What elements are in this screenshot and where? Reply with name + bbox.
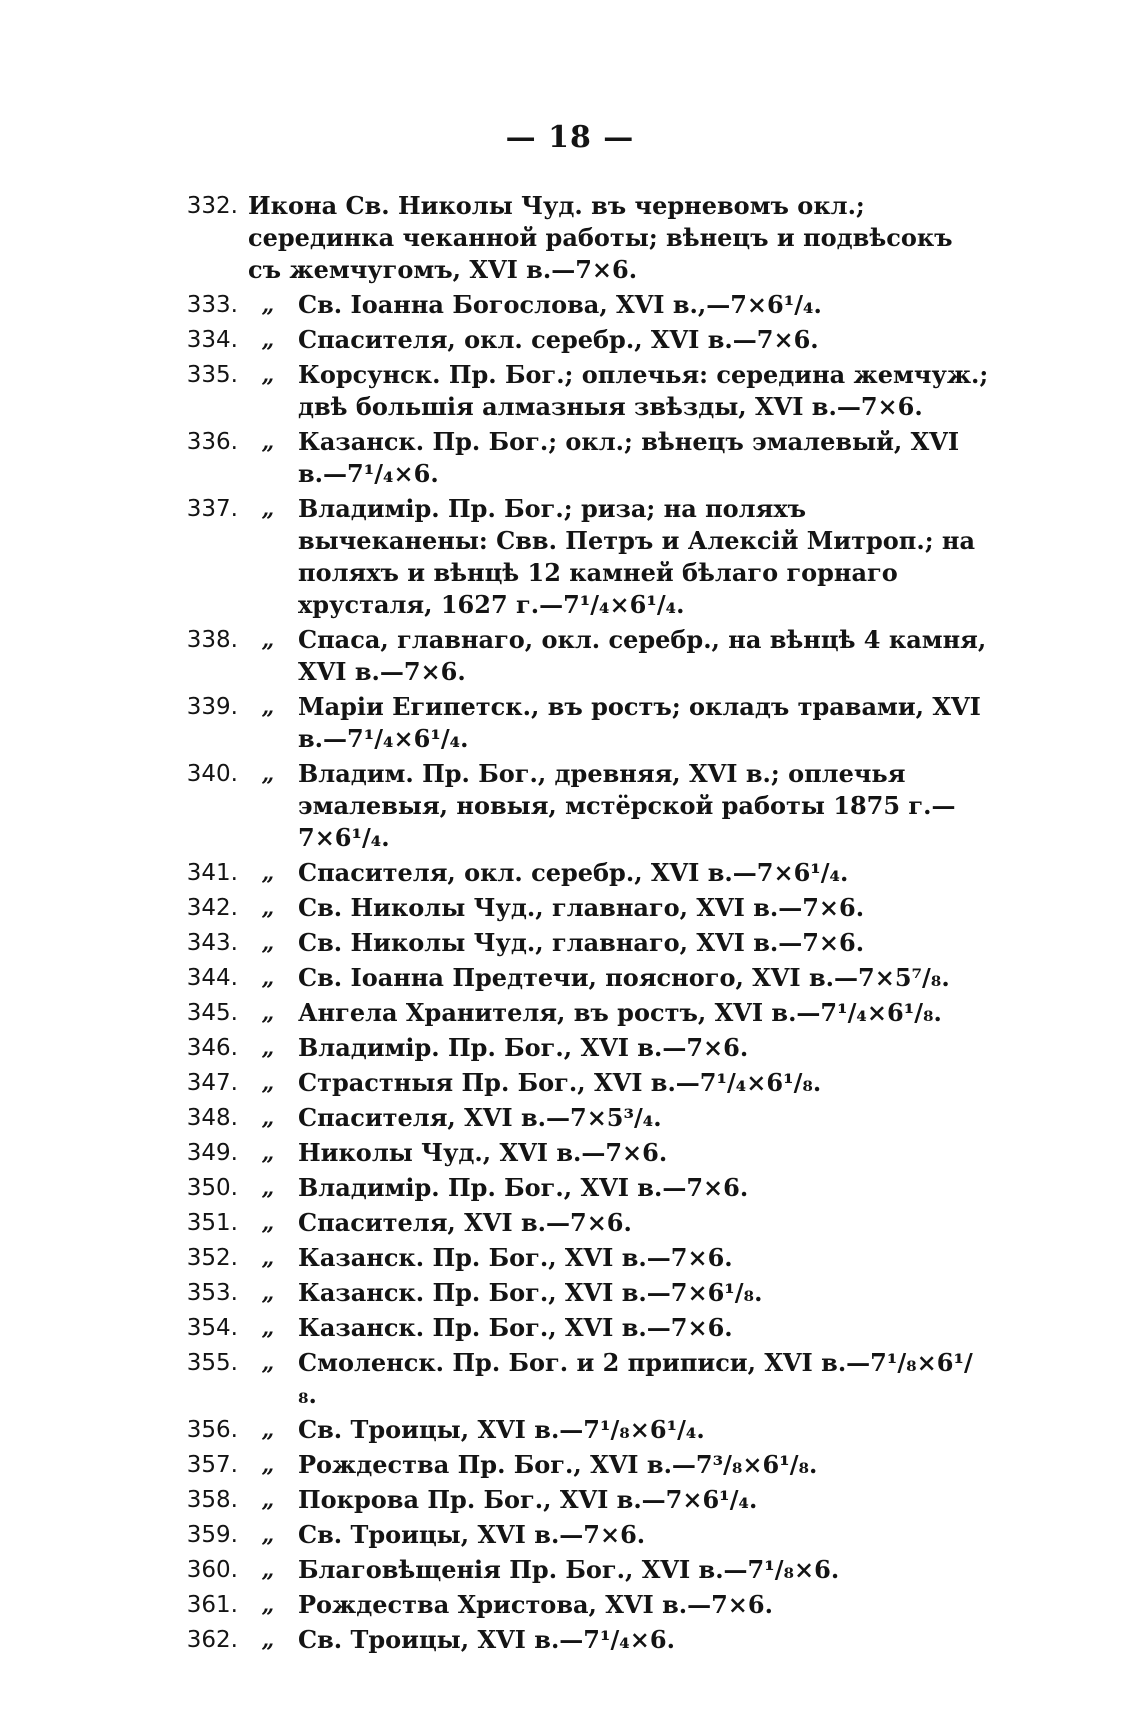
entry-number: 341.: [186, 860, 238, 886]
entry-number: 358.: [186, 1487, 238, 1513]
entry-text: Св. Троицы, XVI в.—7×6.: [298, 1520, 646, 1549]
entry-text: Владимір. Пр. Бог., XVI в.—7×6.: [298, 1173, 749, 1202]
entry-number: 333.: [186, 292, 238, 318]
entry-number: 361.: [186, 1592, 238, 1618]
catalog-entry: [170, 1624, 990, 1656]
catalog-entry: [170, 1137, 990, 1169]
catalog-entry: [170, 324, 990, 356]
ditto-mark: „: [261, 496, 275, 522]
ditto-mark: „: [261, 1592, 275, 1618]
catalog-entry: [170, 1277, 990, 1309]
entry-text: Николы Чуд., XVI в.—7×6.: [298, 1138, 668, 1167]
entry-text: Страстныя Пр. Бог., XVI в.—7¹/₄×6¹/₈.: [298, 1068, 822, 1097]
ditto-mark: „: [261, 1350, 275, 1376]
catalog-entry: [170, 1414, 990, 1446]
entry-number: 345.: [186, 1000, 238, 1026]
ditto-mark: „: [261, 1557, 275, 1583]
catalog-entries: [170, 190, 990, 1659]
catalog-entry: [170, 1067, 990, 1099]
catalog-entry: [170, 1519, 990, 1551]
catalog-entry: [170, 426, 990, 490]
ditto-mark: „: [261, 1417, 275, 1443]
ditto-mark: „: [261, 694, 275, 720]
entry-text: Рождества Пр. Бог., XVI в.—7³/₈×6¹/₈.: [298, 1450, 818, 1479]
ditto-mark: „: [261, 1245, 275, 1271]
entry-text: Покрова Пр. Бог., XVI в.—7×6¹/₄.: [298, 1485, 758, 1514]
entry-text: Благовѣщенія Пр. Бог., XVI в.—7¹/₈×6.: [298, 1555, 840, 1584]
ditto-mark: „: [261, 1627, 275, 1653]
entry-text: Св. Троицы, XVI в.—7¹/₈×6¹/₄.: [298, 1415, 705, 1444]
entry-number: 338.: [186, 627, 238, 653]
page-number: — 18 —: [505, 120, 635, 155]
entry-number: 335.: [186, 362, 238, 388]
catalog-entry: [170, 1102, 990, 1134]
ditto-mark: „: [261, 1315, 275, 1341]
catalog-entry: [170, 493, 990, 621]
catalog-entry: [170, 927, 990, 959]
entry-number: 351.: [186, 1210, 238, 1236]
entry-text: Казанск. Пр. Бог., XVI в.—7×6.: [298, 1243, 733, 1272]
entry-text: Спасителя, окл. серебр., XVI в.—7×6.: [298, 325, 819, 354]
catalog-entry: [170, 1484, 990, 1516]
ditto-mark: „: [261, 965, 275, 991]
entry-text: Св. Троицы, XVI в.—7¹/₄×6.: [298, 1625, 675, 1654]
entry-number: 337.: [186, 496, 238, 522]
entry-number: 359.: [186, 1522, 238, 1548]
catalog-entry: [170, 857, 990, 889]
entry-number: 343.: [186, 930, 238, 956]
entry-number: 347.: [186, 1070, 238, 1096]
ditto-mark: „: [261, 362, 275, 388]
entry-number: 352.: [186, 1245, 238, 1271]
catalog-entry: [170, 892, 990, 924]
catalog-entry: [170, 1312, 990, 1344]
ditto-mark: „: [261, 429, 275, 455]
ditto-mark: „: [261, 1140, 275, 1166]
entry-number: 355.: [186, 1350, 238, 1376]
entry-list: [170, 289, 990, 1656]
ditto-mark: „: [261, 1175, 275, 1201]
entry-text: Владимір. Пр. Бог., XVI в.—7×6.: [298, 1033, 749, 1062]
ditto-mark: „: [261, 860, 275, 886]
ditto-mark: „: [261, 1105, 275, 1131]
ditto-mark: „: [261, 1210, 275, 1236]
entry-number: 339.: [186, 694, 238, 720]
entry-text: Казанск. Пр. Бог.; окл.; вѣнецъ эмалевый, XVI в.—7¹/₄×6.: [298, 427, 960, 488]
catalog-entry: [170, 1032, 990, 1064]
catalog-entry: [170, 1449, 990, 1481]
catalog-entry: [170, 1207, 990, 1239]
entry-number: 332.: [186, 193, 238, 219]
entry-text: Ангела Хранителя, въ ростъ, XVI в.—7¹/₄×6¹/₈.: [298, 998, 942, 1027]
entry-number: 354.: [186, 1315, 238, 1341]
entry-text: Спасителя, окл. серебр., XVI в.—7×6¹/₄.: [298, 858, 849, 887]
catalog-entry: [170, 962, 990, 994]
ditto-mark: „: [261, 627, 275, 653]
ditto-mark: „: [261, 292, 275, 318]
ditto-mark: „: [261, 1000, 275, 1026]
catalog-entry: [170, 997, 990, 1029]
entry-text: Св. Іоанна Предтечи, поясного, XVI в.—7×5⁷/₈.: [298, 963, 950, 992]
catalog-entry: [170, 359, 990, 423]
catalog-entry: [170, 624, 990, 688]
ditto-mark: „: [261, 930, 275, 956]
entry-number: 350.: [186, 1175, 238, 1201]
entry-text: Маріи Египетск., въ ростъ; окладъ травами, XVI в.—7¹/₄×6¹/₄.: [298, 692, 981, 753]
ditto-mark: „: [261, 1452, 275, 1478]
entry-number: 353.: [186, 1280, 238, 1306]
catalog-entry: [170, 691, 990, 755]
entry-text: Рождества Христова, XVI в.—7×6.: [298, 1590, 773, 1619]
catalog-entry: [170, 1172, 990, 1204]
entry-text: Св. Іоанна Богослова, XVI в.,—7×6¹/₄.: [298, 290, 822, 319]
catalog-entry: [170, 758, 990, 854]
catalog-entry: [170, 190, 990, 286]
catalog-entry: [170, 1589, 990, 1621]
entry-text: Икона Св. Николы Чуд. въ черневомъ окл.; серединка чеканной работы; вѣнецъ и подвѣсокъ съ жемчугомъ, XVI в.—7×6.: [248, 191, 953, 284]
entry-text: Св. Николы Чуд., главнаго, XVI в.—7×6.: [298, 893, 865, 922]
ditto-mark: „: [261, 1035, 275, 1061]
ditto-mark: „: [261, 1070, 275, 1096]
entry-text: Владим. Пр. Бог., древняя, XVI в.; оплечья эмалевыя, новыя, мстёрской работы 1875 г.—7×6¹/₄.: [298, 759, 956, 852]
entry-number: 342.: [186, 895, 238, 921]
entry-text: Смоленск. Пр. Бог. и 2 приписи, XVI в.—7¹/₈×6¹/₈.: [298, 1348, 973, 1409]
entry-number: 349.: [186, 1140, 238, 1166]
entry-text: Св. Николы Чуд., главнаго, XVI в.—7×6.: [298, 928, 865, 957]
entry-text: Спаса, главнаго, окл. серебр., на вѣнцѣ 4 камня, XVI в.—7×6.: [298, 625, 987, 686]
entry-text: Казанск. Пр. Бог., XVI в.—7×6¹/₈.: [298, 1278, 763, 1307]
entry-number: 344.: [186, 965, 238, 991]
entry-number: 357.: [186, 1452, 238, 1478]
entry-number: 336.: [186, 429, 238, 455]
ditto-mark: „: [261, 1522, 275, 1548]
entry-number: 362.: [186, 1627, 238, 1653]
ditto-mark: „: [261, 1280, 275, 1306]
ditto-mark: „: [261, 895, 275, 921]
catalog-entry: [170, 289, 990, 321]
ditto-mark: „: [261, 1487, 275, 1513]
entry-text: Казанск. Пр. Бог., XVI в.—7×6.: [298, 1313, 733, 1342]
entry-number: 346.: [186, 1035, 238, 1061]
ditto-mark: „: [261, 327, 275, 353]
entry-text: Спасителя, XVI в.—7×6.: [298, 1208, 632, 1237]
catalog-entry: [170, 1347, 990, 1411]
ditto-mark: „: [261, 761, 275, 787]
entry-number: 340.: [186, 761, 238, 787]
catalog-entry: [170, 1242, 990, 1274]
entry-number: 360.: [186, 1557, 238, 1583]
entry-number: 356.: [186, 1417, 238, 1443]
catalog-entry: [170, 1554, 990, 1586]
entry-number: 348.: [186, 1105, 238, 1131]
entry-text: Корсунск. Пр. Бог.; оплечья: середина жемчуж.; двѣ большія алмазныя звѣзды, XVI в.—7×6.: [298, 360, 989, 421]
entry-text: Спасителя, XVI в.—7×5³/₄.: [298, 1103, 662, 1132]
entry-number: 334.: [186, 327, 238, 353]
entry-text: Владимір. Пр. Бог.; риза; на поляхъ вычеканены: Свв. Петръ и Алексій Митроп.; на поляхъ и вѣнцѣ 12 камней бѣлаго горнаго хрусталя, 1627 г.—7¹/₄×6¹/₄.: [298, 494, 976, 619]
